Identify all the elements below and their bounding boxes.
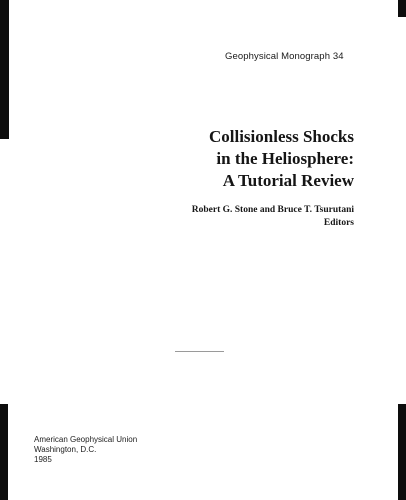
publisher-location: Washington, D.C.	[34, 445, 97, 454]
title-line: Collisionless Shocks	[208, 127, 354, 146]
divider-rule	[175, 351, 224, 352]
editor-role: Editors	[323, 218, 354, 228]
title-line: A Tutorial Review	[222, 171, 354, 190]
editor-names: Robert G. Stone and Bruce T. Tsurutani	[191, 205, 354, 215]
series-label: Geophysical Monograph 34	[225, 51, 344, 62]
title-line: in the Heliosphere:	[216, 149, 354, 168]
publication-year: 1985	[34, 455, 52, 464]
scan-edge-bar-bottom-left	[0, 404, 8, 500]
scan-edge-bar-top-right	[398, 0, 406, 17]
publisher-name: American Geophysical Union	[34, 435, 138, 444]
scan-edge-bar-bottom-right	[398, 404, 406, 500]
scan-edge-bar-top-left	[0, 0, 9, 139]
